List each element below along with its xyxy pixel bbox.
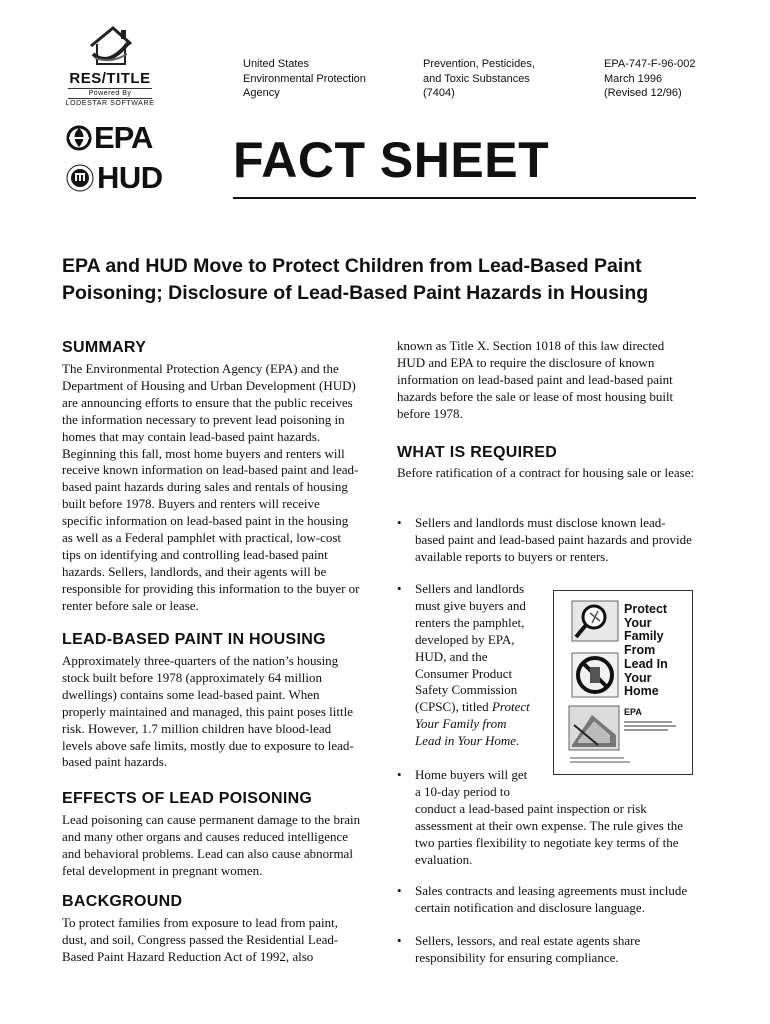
bullet-line: Safety Commission bbox=[415, 682, 518, 698]
bullet-icon: • bbox=[397, 515, 402, 530]
epa-wordmark: EPA bbox=[94, 120, 153, 155]
bullet-line: a 10-day period to bbox=[415, 783, 510, 799]
title-x-text: known as Title X. Section 1018 of this law directed HUD and EPA to require the disclosure of known information on lead-based paint and lead-based paint hazards before the sale or lease of most housing built before 1978. bbox=[397, 338, 674, 421]
pamphlet-cover-image bbox=[553, 590, 693, 775]
list-item bbox=[397, 883, 695, 919]
agency-line: United States bbox=[243, 58, 310, 70]
pamphlet-title-line: Protect bbox=[624, 602, 668, 616]
epa-flower-icon bbox=[66, 125, 92, 151]
effects-text: Lead poisoning can cause permanent damage to the brain and many other organs and causes reduced intelligence and behavioral problems. Lead can also cause abnormal fetal development in pregnant women. bbox=[62, 812, 361, 878]
background-heading: BACKGROUND bbox=[62, 893, 183, 910]
pamphlet-title-line: Lead In bbox=[624, 656, 668, 671]
epa-logo bbox=[66, 120, 152, 156]
cpsc-text: (CPSC), titled bbox=[415, 699, 489, 715]
office-line: and Toxic Substances bbox=[423, 72, 530, 85]
summary-text: The Environmental Protection Agency (EPA) and the Department of Housing and Urban Development (HUD) are announcing efforts to ensure that the public receives the information necessary to prevent lead poisoning in homes that may contain lead-based paint hazards. Beginning this fall, most home buyers and renters will receive known information on lead-based paint and lead-based paint hazards during sales and rentals of housing built before 1978. Buyers and renters will receive specific information on lead-based paint in the housing as well as a Federal pamphlet with practical, low-cost tips on identifying and controlling lead-based paint hazards. Sellers, landlords, and their agents will be responsible for providing this information to the buyer or renter before sale or lease. bbox=[62, 361, 360, 613]
housing-section bbox=[62, 631, 362, 771]
house-icon bbox=[85, 24, 135, 68]
bullet-line: renters the pamphlet, bbox=[415, 614, 525, 630]
required-heading: WHAT IS REQUIRED bbox=[397, 444, 558, 461]
bullet-line: Consumer Product bbox=[415, 665, 513, 681]
house-painting-icon bbox=[568, 705, 620, 751]
housing-heading: LEAD-BASED PAINT IN HOUSING bbox=[62, 631, 326, 648]
required-section bbox=[397, 444, 695, 482]
headline: EPA and HUD Move to Protect Children from Lead-Based Paint Poisoning; Disclosure of Lead-Based Paint Hazards in Housing bbox=[62, 255, 649, 304]
pamphlet-title-line: Home bbox=[624, 684, 659, 699]
bullet-line: Home buyers will get bbox=[415, 767, 528, 782]
powered-by-label: Powered By bbox=[68, 88, 152, 99]
bullet-text: Sales contracts and leasing agreements must include certain notification and disclosure language. bbox=[415, 883, 688, 915]
pamphlet-title-line: Family bbox=[624, 629, 664, 644]
bullet-text: Sellers and landlords must disclose known lead-based paint and lead-based paint hazards and provide available reports to buyers or renters. bbox=[415, 515, 692, 564]
bullet-icon: • bbox=[397, 767, 402, 782]
agency-line: Agency bbox=[243, 87, 280, 99]
list-item bbox=[397, 933, 695, 969]
doc-id-line: EPA-747-F-96-002 bbox=[604, 58, 696, 70]
doc-date-line: March 1996 bbox=[604, 72, 663, 85]
doc-id-block bbox=[604, 57, 696, 101]
housing-text: Approximately three-quarters of the nation’s housing stock built before 1978 (approximately 64 million dwellings) contains some lead-based paint. When properly maintained and managed, this paint poses little risk. However, 1.7 million children have blood-lead levels above safe limits, mostly due to exposure to lead-based paint hazards. bbox=[62, 653, 354, 770]
summary-section bbox=[62, 339, 362, 615]
agency-line: Environmental Protection bbox=[243, 72, 366, 85]
agency-block bbox=[243, 57, 366, 101]
pamphlet-title bbox=[624, 603, 668, 699]
doc-revised-line: (Revised 12/96) bbox=[604, 87, 682, 99]
pamphlet-title-part: Protect bbox=[491, 699, 530, 715]
bullet-line: conduct a lead-based paint inspection or risk assessment at their own expense. The rule gives the two parties flexibility to negotiate key terms of the evaluation. bbox=[415, 800, 683, 867]
effects-heading: EFFECTS OF LEAD POISONING bbox=[62, 790, 313, 807]
pamphlet-fine-print bbox=[624, 719, 680, 733]
background-section bbox=[62, 893, 362, 966]
required-intro: Before ratification of a contract for housing sale or lease: bbox=[397, 465, 695, 480]
bullet-line: developed by EPA, bbox=[415, 631, 515, 647]
bullet-line: HUD, and the bbox=[415, 648, 488, 664]
no-lead-icon bbox=[570, 651, 620, 699]
lodestar-label: LODESTAR SOFTWARE bbox=[65, 100, 155, 107]
bullet-icon: • bbox=[397, 933, 402, 948]
hud-seal-icon bbox=[66, 164, 94, 192]
restitle-name: RES/TITLE bbox=[69, 70, 151, 87]
bullet-line: must give buyers and bbox=[415, 597, 526, 613]
bullet-text bbox=[415, 767, 695, 868]
page-title: FACT SHEET bbox=[233, 132, 550, 188]
office-block bbox=[423, 57, 535, 101]
bullet-icon: • bbox=[397, 883, 402, 898]
office-line: Prevention, Pesticides, bbox=[423, 58, 535, 70]
magnifier-icon bbox=[570, 599, 620, 643]
hud-logo bbox=[66, 160, 163, 196]
pamphlet-title-part: Lead in Your Home bbox=[415, 733, 517, 749]
background-text: To protect families from exposure to lead from paint, dust, and soil, Congress passed the Residential Lead-Based Paint Hazard Reduction Act of 1992, also bbox=[62, 915, 339, 964]
pamphlet-title-line: Your bbox=[624, 615, 652, 630]
pamphlet-title-part: Your Family from bbox=[415, 716, 507, 732]
hud-wordmark: HUD bbox=[97, 160, 163, 195]
restitle-logo bbox=[60, 24, 160, 108]
title-rule bbox=[233, 197, 696, 199]
pamphlet-epa-logo: EPA bbox=[624, 707, 642, 717]
list-item bbox=[397, 767, 695, 871]
list-item bbox=[397, 515, 695, 567]
bullet-line: Sellers and landlords bbox=[415, 581, 525, 596]
office-line: (7404) bbox=[423, 87, 455, 99]
pamphlet-title-line: From bbox=[624, 643, 656, 658]
bullet-text: Sellers, lessors, and real estate agents share responsibility for ensuring compliance. bbox=[415, 933, 641, 965]
effects-section bbox=[62, 790, 362, 880]
pamphlet-footer bbox=[570, 755, 680, 765]
pamphlet-title-line: Your bbox=[624, 670, 652, 685]
bullet-icon: • bbox=[397, 581, 402, 596]
summary-heading: SUMMARY bbox=[62, 339, 147, 356]
title-x-section bbox=[397, 338, 695, 423]
period: . bbox=[516, 733, 520, 749]
